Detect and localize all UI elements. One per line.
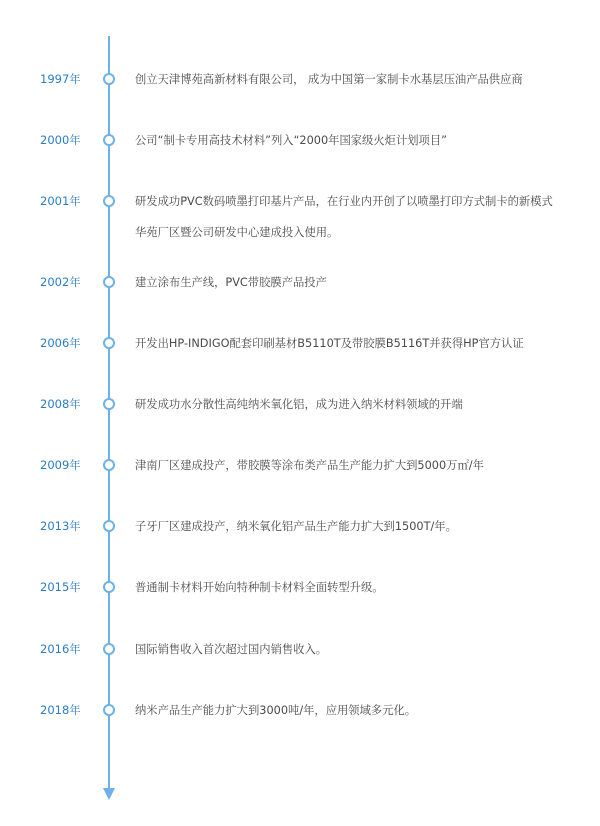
timeline-node-icon [103,520,115,532]
timeline-description-line: 研发成功水分散性高纯纳米氧化铝，成为进入纳米材料领域的开端 [135,398,463,411]
timeline-description-line: 子牙厂区建成投产，纳米氧化铝产品生产能力扩大到1500T/年。 [135,520,457,533]
timeline-description [135,267,585,298]
timeline-node-icon [103,398,115,410]
timeline-description [135,572,585,603]
timeline-description-line: 研发成功PVC数码喷墨打印基片产品，在行业内开创了以喷墨打印方式制卡的新模式 [135,195,553,208]
timeline-year: 2015年 [40,580,81,594]
timeline-description-line: 创立天津博苑高新材料有限公司， 成为中国第一家制卡水基层压油产品供应商 [135,73,523,86]
timeline-description-line: 津南厂区建成投产，带胶膜等涂布类产品生产能力扩大到5000万㎡/年 [135,459,484,472]
timeline-description-line: 华苑厂区暨公司研发中心建成投入使用。 [135,226,339,239]
timeline-year: 2002年 [40,275,81,289]
timeline-description-line: 普通制卡材料开始向特种制卡材料全面转型升级。 [135,581,384,594]
timeline-year: 2006年 [40,336,81,350]
timeline-node-icon [103,581,115,593]
timeline-description-line: 开发出HP-INDIGO配套印刷基材B5110T及带胶膜B5116T并获得HP官方认证 [135,337,524,350]
timeline-description [135,64,585,95]
timeline-node-icon [103,704,115,716]
timeline-axis-line [108,36,110,790]
timeline-year: 1997年 [40,72,81,86]
timeline-description [135,695,585,726]
timeline-description [135,511,585,542]
timeline-description [135,328,585,359]
timeline-description-line: 国际销售收入首次超过国内销售收入。 [135,643,328,656]
timeline-node-icon [103,643,115,655]
timeline-description [135,186,585,248]
timeline-description [135,125,585,156]
timeline-arrow-down-icon [103,788,115,800]
timeline-year: 2001年 [40,194,81,208]
timeline-node-icon [103,73,115,85]
timeline-description-line: 建立涂布生产线，PVC带胶膜产品投产 [135,276,327,289]
timeline-year: 2013年 [40,519,81,533]
timeline-node-icon [103,134,115,146]
timeline-year: 2008年 [40,397,81,411]
timeline-year: 2016年 [40,642,81,656]
timeline-description [135,450,585,481]
timeline-year: 2009年 [40,458,81,472]
timeline-description [135,634,585,665]
timeline-description [135,389,585,420]
timeline-description-line: 公司“制卡专用高技术材料”列入“2000年国家级火炬计划项目” [135,134,447,147]
timeline-node-icon [103,459,115,471]
timeline-node-icon [103,337,115,349]
timeline-year: 2018年 [40,703,81,717]
timeline-node-icon [103,195,115,207]
timeline-description-line: 纳米产品生产能力扩大到3000吨/年，应用领域多元化。 [135,704,417,717]
timeline-node-icon [103,276,115,288]
timeline-year: 2000年 [40,133,81,147]
